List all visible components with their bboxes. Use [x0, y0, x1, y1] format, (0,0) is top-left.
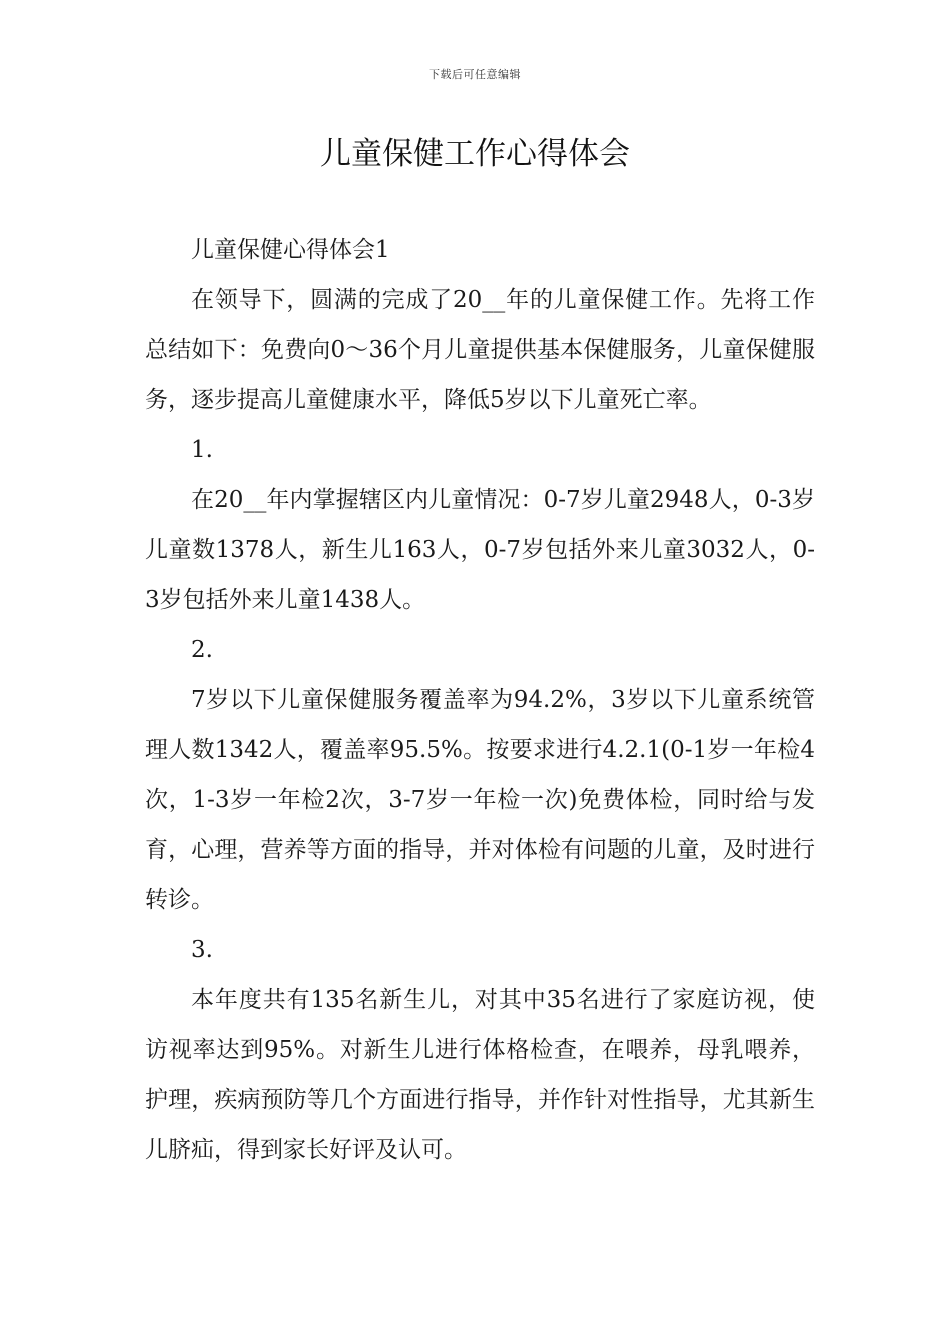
- paragraph-subtitle: 儿童保健心得体会1: [191, 237, 390, 263]
- section-number-1: 1.: [191, 437, 213, 463]
- header-note: 下载后可任意编辑: [429, 68, 521, 81]
- paragraph-section-2: 7岁以下儿童保健服务覆盖率为94.2%，3岁以下儿童系统管理人数1342人，覆盖率95.5%。按要求进行4.2.1(0-1岁一年检4次，1-3岁一年检2次，3-7岁一年检一次)免费体检，同时给与发育，心理，营养等方面的指导，并对体检有问题的儿童，及时进行转诊。: [145, 687, 815, 913]
- document-body: [145, 225, 815, 1175]
- paragraph-section-1: 在20__年内掌握辖区内儿童情况：0-7岁儿童2948人，0-3岁儿童数1378人，新生儿163人，0-7岁包括外来儿童3032人，0-3岁包括外来儿童1438人。: [145, 487, 815, 613]
- paragraph-section-3: 本年度共有135名新生儿，对其中35名进行了家庭访视，使访视率达到95%。对新生儿进行体格检查，在喂养，母乳喂养，护理，疾病预防等几个方面进行指导，并作针对性指导，尤其新生儿脐疝，得到家长好评及认可。: [145, 987, 815, 1163]
- paragraph-intro: 在领导下，圆满的完成了20__年的儿童保健工作。先将工作总结如下：免费向0～36个月儿童提供基本保健服务，儿童保健服务，逐步提高儿童健康水平，降低5岁以下儿童死亡率。: [145, 287, 815, 413]
- section-number-2: 2.: [191, 637, 213, 663]
- section-number-3: 3.: [191, 937, 213, 963]
- document-title: 儿童保健工作心得体会: [320, 136, 630, 172]
